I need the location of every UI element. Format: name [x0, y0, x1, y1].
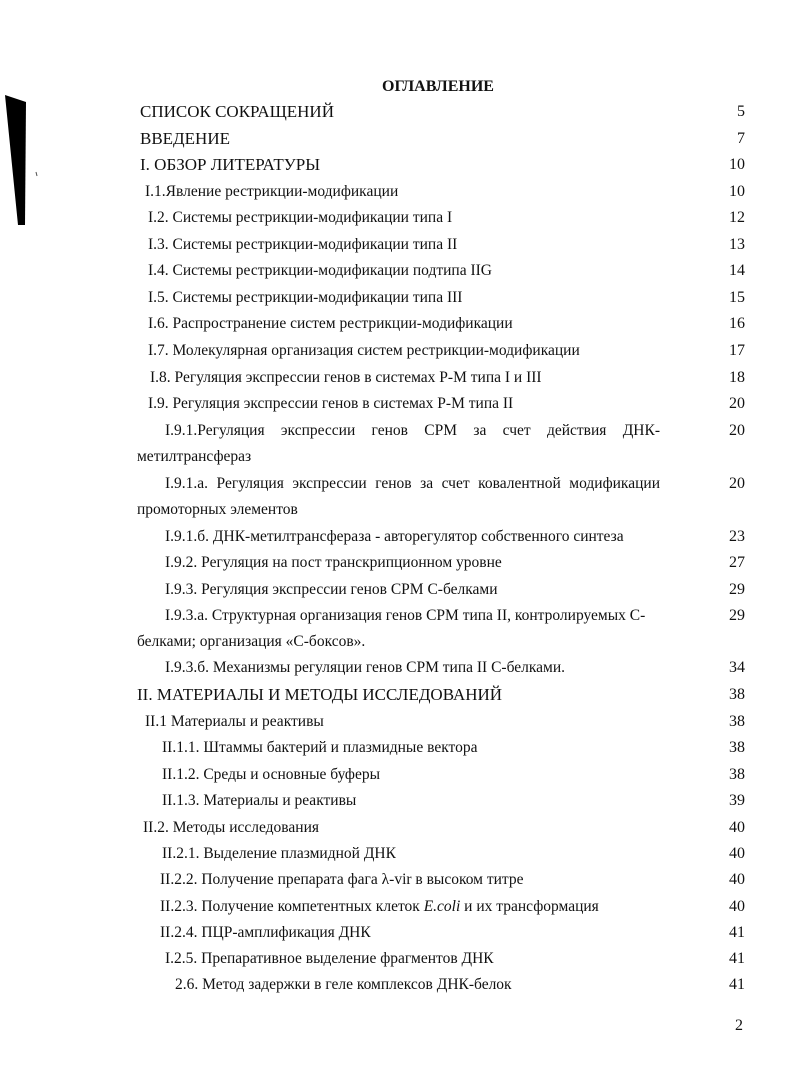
toc-entry-label-tail: и их трансформация	[464, 898, 599, 915]
toc-entry-label: I.9.3. Регуляция экспрессии генов СРМ С-белками	[165, 581, 498, 598]
toc-entry-label: II.2.2. Получение препарата фага λ-vir в высоком титре	[160, 871, 524, 888]
toc-entry-label: II.2. Методы исследования	[143, 819, 320, 836]
toc-entry-label: СПИСОК СОКРАЩЕНИЙ	[140, 102, 334, 121]
toc-entry-page: 40	[729, 845, 745, 862]
toc-entry-page: 20	[729, 395, 745, 412]
toc-entry-label: I.7. Молекулярная организация систем рестрикции-модификации	[148, 342, 580, 359]
toc-entry-page: 38	[729, 766, 745, 783]
toc-entry-label: 2.6. Метод задержки в геле комплексов ДНК-белок	[175, 976, 512, 993]
toc-entry-label: I.8. Регуляция экспрессии генов в системах Р-М типа I и III	[150, 369, 542, 386]
toc-entry-label: II.2.1. Выделение плазмидной ДНК	[162, 845, 396, 862]
toc-entry-label: ВВЕДЕНИЕ	[140, 129, 230, 148]
toc-entry-label: II.1.1. Штаммы бактерий и плазмидные вектора	[162, 739, 478, 756]
toc-entry-label: II.2.4. ПЦР-амплификация ДНК	[160, 924, 371, 941]
toc-entry-label-continued: промоторных элементов	[137, 501, 298, 518]
toc-entry-page: 41	[729, 976, 745, 993]
toc-entry-page: 34	[729, 659, 745, 676]
organism-name: E.coli	[423, 898, 461, 915]
toc-entry-label: I.9.2. Регуляция на пост транскрипционном уровне	[165, 554, 502, 571]
toc-entry-label: II.1 Материалы и реактивы	[145, 713, 324, 730]
toc-entry-page: 10	[729, 156, 745, 173]
toc-entry-label-text: II.2.3. Получение компетентных клеток	[160, 898, 420, 915]
toc-entry-page: 38	[729, 686, 745, 703]
toc-entry-label	[160, 898, 599, 916]
toc-entry-label: II. МАТЕРИАЛЫ И МЕТОДЫ ИССЛЕДОВАНИЙ	[137, 685, 503, 704]
toc-entry-page: 41	[729, 924, 745, 941]
toc-entry-page: 20	[729, 422, 745, 439]
toc-entry-label-continued: метилтрансфераз	[137, 448, 252, 465]
toc-entry-label: I.9.3.б. Механизмы регуляции генов СРМ типа II С-белками.	[165, 659, 566, 676]
toc-entry-page: 40	[729, 898, 745, 915]
toc-entry-page: 5	[737, 103, 745, 120]
toc-entry-page: 15	[729, 289, 745, 306]
toc-entry-page: 10	[729, 183, 745, 200]
toc-entry-page: 23	[729, 528, 745, 545]
toc-entry-page: 38	[729, 739, 745, 756]
toc-entry-label: I.3. Системы рестрикции-модификации типа II	[148, 236, 458, 253]
toc-entry-page: 41	[729, 950, 745, 967]
toc-entry-label: I.9.1.б. ДНК-метилтрансфераза - авторегулятор собственного синтеза	[165, 528, 624, 545]
toc-entry-label: I.1.Явление рестрикции-модификации	[145, 183, 399, 200]
toc-entry-page: 38	[729, 713, 745, 730]
toc-entry-label: I.9.3.а. Структурная организация генов СРМ типа II, контролируемых С-	[165, 607, 646, 624]
toc-entry-page: 14	[729, 262, 745, 279]
toc-entry-page: 29	[729, 607, 745, 624]
toc-entry-page: 40	[729, 871, 745, 888]
toc-entry-label: I.9.1.Регуляция экспрессии генов СРМ за счет действия ДНК-	[165, 422, 660, 439]
toc-entry-label: I.2. Системы рестрикции-модификации типа I	[148, 209, 453, 226]
toc-entry-page: 7	[737, 130, 745, 147]
page-number: 2	[735, 1017, 743, 1034]
toc-entry-label-continued: белками; организация «С-боксов».	[137, 633, 366, 650]
toc-entry-page: 16	[729, 315, 745, 332]
toc-entry-page: 20	[729, 475, 745, 492]
toc-entry-label: I.6. Распространение систем рестрикции-модификации	[148, 315, 513, 332]
toc-entry-label: II.1.2. Среды и основные буферы	[162, 766, 381, 783]
toc-title: ОГЛАВЛЕНИЕ	[382, 78, 494, 95]
toc-entry-label: I.9.1.а. Регуляция экспрессии генов за счет ковалентной модификации	[165, 475, 660, 492]
toc-entry-page: 27	[729, 554, 745, 571]
scan-artifact-mark	[0, 90, 40, 230]
toc-entry-page: 17	[729, 342, 745, 359]
toc-entry-label: II.1.3. Материалы и реактивы	[162, 792, 357, 809]
toc-entry-page: 12	[729, 209, 745, 226]
toc-entry-label: I.5. Системы рестрикции-модификации типа III	[148, 289, 463, 306]
toc-entry-label: I.2.5. Препаративное выделение фрагментов ДНК	[165, 950, 494, 967]
toc-entry-page: 29	[729, 581, 745, 598]
toc-entry-label: I.4. Системы рестрикции-модификации подтипа IIG	[148, 262, 492, 279]
toc-entry-label: I.9. Регуляция экспрессии генов в системах Р-М типа II	[148, 395, 514, 412]
toc-entry-label: I. ОБЗОР ЛИТЕРАТУРЫ	[140, 155, 321, 174]
toc-entry-page: 18	[729, 369, 745, 386]
toc-entry-page: 40	[729, 819, 745, 836]
toc-entry-page: 39	[729, 792, 745, 809]
toc-entry-page: 13	[729, 236, 745, 253]
